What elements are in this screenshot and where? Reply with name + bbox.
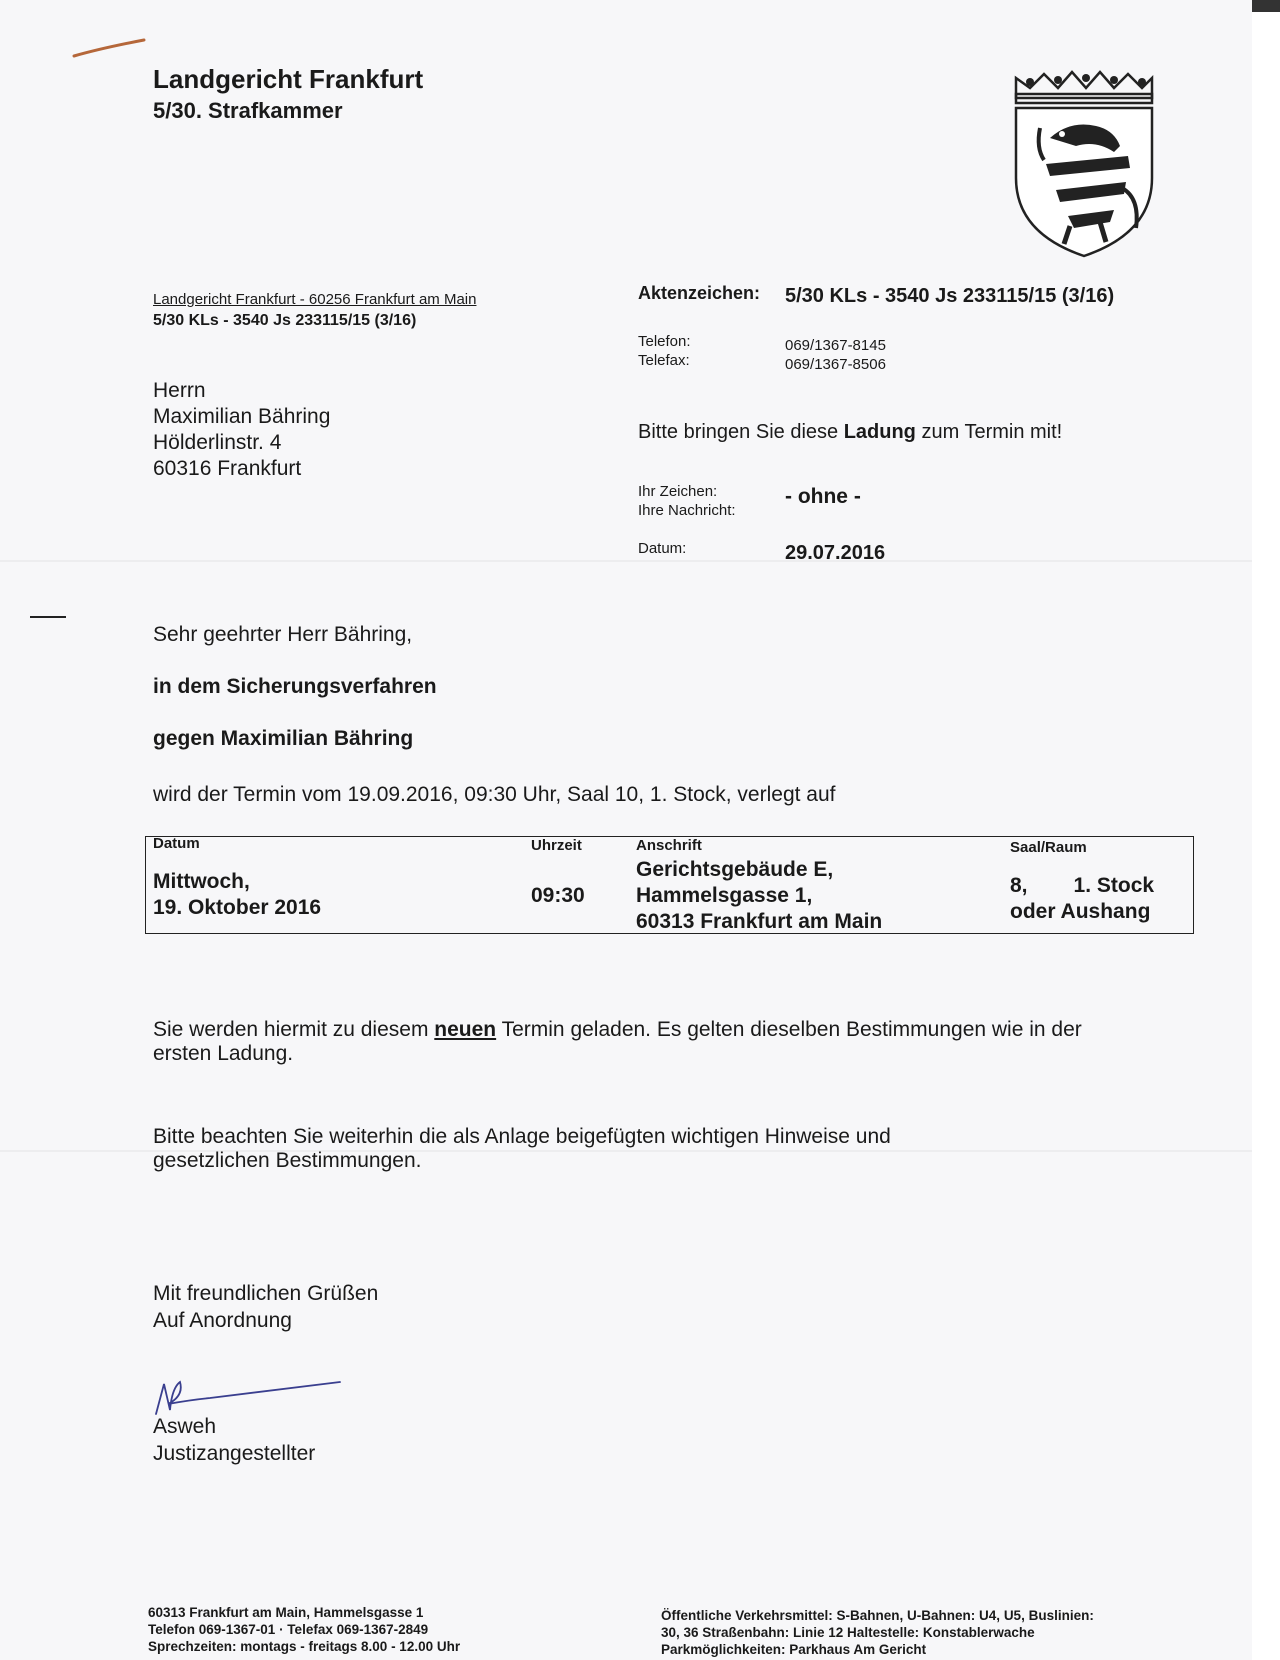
header-anschrift: Anschrift — [636, 837, 702, 854]
aktenzeichen-label: Aktenzeichen: — [638, 283, 761, 303]
scan-margin — [1252, 0, 1280, 1660]
footer-transit-1: Öffentliche Verkehrsmittel: S-Bahnen, U-Bahnen: U4, U5, Buslinien: — [661, 1608, 1094, 1623]
moved-appointment-line: wird der Termin vom 19.09.2016, 09:30 Uhr, Saal 10, 1. Stock, verlegt auf — [153, 783, 836, 806]
recipient-city: 60316 Frankfurt — [153, 457, 302, 480]
bring-prefix: Bitte bringen Sie diese — [638, 421, 844, 443]
appointment-table — [145, 836, 1194, 934]
address-line-1: Gerichtsgebäude E, — [636, 858, 834, 881]
pen-mark-icon — [72, 38, 152, 62]
signer-block — [153, 1413, 315, 1467]
footer-court-contact — [148, 1604, 460, 1655]
ihre-nachricht-label: Ihre Nachricht: — [638, 502, 736, 519]
aktenzeichen-value: 5/30 KLs - 3540 Js 233115/15 (3/16) — [785, 285, 1115, 307]
procedure-line-1: in dem Sicherungsverfahren — [153, 675, 437, 698]
ihr-zeichen-value: - ohne - — [785, 485, 861, 508]
fold-line — [0, 560, 1252, 562]
appointment-room — [1010, 873, 1154, 925]
header-saal: Saal/Raum — [1010, 839, 1087, 856]
recipient-salutation: Herrn — [153, 379, 206, 402]
scan-corner — [1252, 0, 1280, 12]
letter-salutation: Sehr geehrter Herr Bähring, — [153, 623, 413, 646]
footer-phone: Telefon 069-1367-01 · Telefax 069-1367-2849 — [148, 1622, 429, 1637]
file-reference: 5/30 KLs - 3540 Js 233115/15 (3/16) — [153, 312, 417, 329]
telefon-label: Telefon: — [638, 333, 691, 350]
p1-underlined: neuen — [434, 1018, 497, 1041]
bring-bold: Ladung — [843, 421, 916, 443]
address-line-2: Hammelsgasse 1, — [636, 884, 813, 907]
court-department: 5/30. Strafkammer — [153, 98, 343, 123]
p1-after: Termin geladen. Es gelten dieselben Bestimmungen wie in der ersten Ladung. — [153, 1018, 1082, 1065]
appointment-address — [636, 857, 882, 935]
closing-block — [153, 1280, 378, 1334]
header-datum: Datum — [153, 835, 200, 852]
footer-address: 60313 Frankfurt am Main, Hammelsgasse 1 — [148, 1605, 424, 1620]
court-name: Landgericht Frankfurt — [153, 64, 424, 94]
room-alternative: oder Aushang — [1010, 900, 1151, 923]
new-appointment-paragraph — [153, 1018, 1113, 1066]
address-line-3: 60313 Frankfurt am Main — [636, 910, 883, 933]
header-uhrzeit: Uhrzeit — [531, 837, 582, 854]
room-number: 8, — [1010, 874, 1028, 897]
telefax-value: 069/1367-8506 — [785, 356, 886, 373]
appointment-date — [153, 869, 321, 921]
ihr-zeichen-label: Ihr Zeichen: — [638, 483, 718, 500]
telefon-value: 069/1367-8145 — [785, 337, 886, 354]
signer-name: Asweh — [153, 1415, 217, 1438]
datum-value: 29.07.2016 — [785, 542, 886, 564]
hessen-coat-of-arms-icon — [1010, 68, 1158, 258]
bring-suffix: zum Termin mit! — [915, 421, 1063, 443]
procedure-line-2: gegen Maximilian Bähring — [153, 727, 414, 750]
p1-before: Sie werden hiermit zu diesem — [153, 1018, 435, 1041]
footer-hours: Sprechzeiten: montags - freitags 8.00 - 12.00 Uhr — [148, 1639, 461, 1654]
signer-title: Justizangestellter — [153, 1442, 316, 1465]
recipient-street: Hölderlinstr. 4 — [153, 431, 282, 454]
fold-mark — [30, 616, 66, 618]
room-floor: 1. Stock — [1073, 874, 1155, 897]
datum-label: Datum: — [638, 540, 687, 557]
appointment-time: 09:30 — [531, 884, 585, 907]
footer-transport — [661, 1607, 1094, 1658]
telefax-label: Telefax: — [638, 352, 690, 369]
recipient-address — [153, 378, 330, 482]
closing-greeting: Mit freundlichen Grüßen — [153, 1282, 379, 1305]
closing-order: Auf Anordnung — [153, 1309, 292, 1332]
footer-parking: Parkmöglichkeiten: Parkhaus Am Gericht — [661, 1642, 927, 1657]
recipient-name: Maximilian Bähring — [153, 405, 331, 428]
return-address: Landgericht Frankfurt - 60256 Frankfurt am Main — [153, 291, 477, 308]
appointment-weekday: Mittwoch, — [153, 870, 250, 893]
footer-transit-2: 30, 36 Straßenbahn: Linie 12 Haltestelle: Konstablerwache — [661, 1625, 1035, 1640]
bring-notice — [638, 421, 1062, 444]
notice-paragraph: Bitte beachten Sie weiterhin die als Anlage beigefügten wichtigen Hinweise und gesetzlichen Bestimmungen. — [153, 1125, 891, 1172]
appointment-full-date: 19. Oktober 2016 — [153, 896, 322, 919]
